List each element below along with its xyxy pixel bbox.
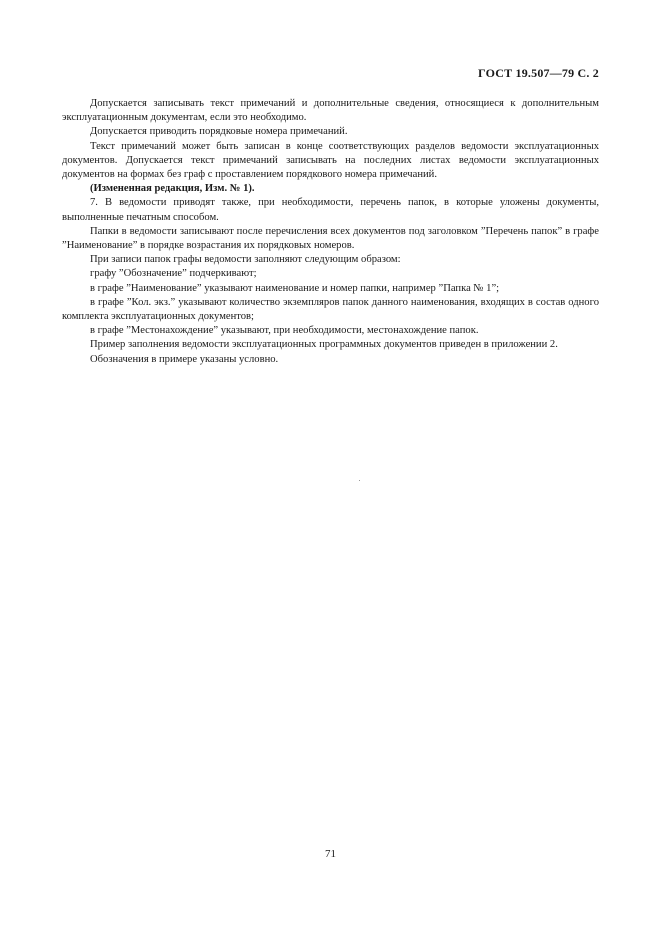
scan-speck [359, 480, 360, 481]
paragraph: Обозначения в примере указаны условно. [90, 353, 279, 365]
document-body [62, 97, 599, 367]
paragraph: Текст примечаний может быть записан в конце соответствующих разделов ведомости эксплуатационных документов. Допускается текст примечаний записывать на последних листах ведомости эксплуатационных документов на формах без граф с проставлением порядкового номера примечаний. [62, 140, 599, 181]
page-number: 71 [325, 848, 336, 860]
paragraph: Пример заполнения ведомости эксплуатационных программных документов приведен в приложении 2. [90, 339, 558, 351]
amendment-note: (Измененная редакция, Изм. № 1). [90, 183, 255, 195]
paragraph: в графе ”Местонахождение” указывают, при необходимости, местонахождение папок. [90, 325, 479, 337]
paragraph: в графе ”Наименование” указывают наименование и номер папки, например ”Папка № 1”; [90, 282, 500, 294]
paragraph: При записи папок графы ведомости заполняют следующим образом: [90, 254, 401, 266]
paragraph: Папки в ведомости записывают после перечисления всех документов под заголовком ”Перечень папок” в графе ”Наименование” в порядке возрастания их порядковых номеров. [62, 225, 599, 252]
paragraph: Допускается записывать текст примечаний и дополнительные сведения, относящиеся к дополнительным эксплуатационным документам, если это необходимо. [62, 98, 599, 124]
paragraph: в графе ”Кол. экз.” указывают количество экземпляров папок данного наименования, входящих в состав одного комплекта эксплуатационных документов; [62, 296, 599, 323]
paragraph: 7. В ведомости приводят также, при необходимости, перечень папок, в которые уложены документы, выполненные печатным способом. [62, 197, 599, 223]
paragraph: графу ”Обозначение” подчеркивают; [90, 268, 257, 280]
paragraph: Допускается приводить порядковые номера примечаний. [90, 126, 348, 138]
document-header: ГОСТ 19.507—79 С. 2 [478, 66, 599, 80]
